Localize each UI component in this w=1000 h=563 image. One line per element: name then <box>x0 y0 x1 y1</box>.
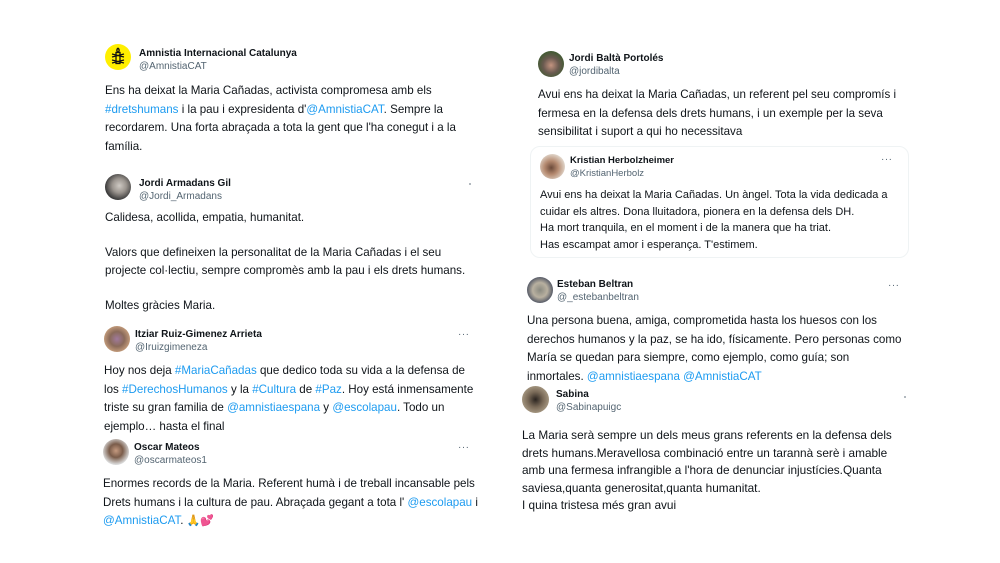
more-options-icon[interactable]: ··· <box>881 154 893 165</box>
avatar[interactable] <box>103 439 129 465</box>
avatar[interactable] <box>527 277 553 303</box>
author-name[interactable]: Itziar Ruiz-Gimenez Arrieta <box>135 329 262 340</box>
avatar[interactable] <box>538 51 564 77</box>
pray-heart-emoji: 🙏💕 <box>186 514 215 527</box>
more-options-icon[interactable]: ··· <box>458 442 470 453</box>
avatar[interactable] <box>105 44 131 70</box>
author-handle[interactable]: @Jordi_Armadans <box>139 191 222 202</box>
tweet-amnistia[interactable] <box>105 44 485 154</box>
tweet-jordi-armadans[interactable] <box>105 174 485 312</box>
tweet-text: Avui ens ha deixat la Maria Cañadas, un referent pel seu compromís i fermesa en la defensa dels drets humans, i un exemple per la seva sensibilitat i suport a qui ho necessitava <box>538 88 897 138</box>
mention-link[interactable]: @amnistiaespana <box>586 369 680 383</box>
more-options-icon[interactable]: ··· <box>888 280 900 291</box>
tweet-text: Una persona buena, amiga, comprometida hasta los huesos con los derechos humanos y la paz, se ha ido, físicamente. Pero personas como María se quedan para siempre, como ejemplo, como guía; son inmortales. @amnistiaespana @AmnistiaCAT <box>527 314 902 383</box>
mention-link[interactable]: @amnistiaespana <box>227 401 321 414</box>
tweet-itziar[interactable] <box>104 326 484 433</box>
author-name[interactable]: Sabina <box>556 389 589 400</box>
author-name[interactable]: Esteban Beltran <box>557 279 634 290</box>
amnesty-candle-icon <box>105 44 131 70</box>
mention-link[interactable]: @escolapau <box>407 495 473 509</box>
author-handle[interactable]: @AmnistiaCAT <box>139 61 207 72</box>
mention-link[interactable]: @AmnistiaCAT <box>683 369 762 383</box>
author-handle[interactable]: @_estebanbeltran <box>557 292 639 303</box>
hashtag-link[interactable]: #dretshumans <box>105 102 179 116</box>
mention-link[interactable]: @AmnistiaCAT <box>103 514 181 527</box>
hashtag-link[interactable]: #Paz <box>315 382 342 396</box>
tweet-text: Avui ens ha deixat la Maria Cañadas. Un àngel. Tota la vida dedicada a cuidar els altres. Dona lluitadora, pionera en la defensa dels DH. Ha mort tranquila, en el moment i de la manera que ha triat. Has escampat amor i esperança. T'estimem. <box>540 189 888 251</box>
avatar[interactable] <box>540 154 565 179</box>
tweet-text: Hoy nos deja #MariaCañadas que dedico toda su vida a la defensa de los #DerechosHumanos y la #Cultura de #Paz. Hoy está inmensamente triste su gran familia de @amnistiaespana y @escolapau. Todo un ejemplo… hasta el final <box>104 364 474 433</box>
author-handle[interactable]: @KristianHerbolz <box>570 168 645 179</box>
tweet-oscar[interactable] <box>103 439 483 529</box>
tweet-text: La Maria serà sempre un dels meus grans referents en la defensa dels drets humans.Meravellosa combinació entre un tarannà serè i amable amb una fermesa infrangible a l'hora de denunciar injustícies.Quanta saviesa,quanta generositat,quanta humanitat. I quina tristesa més gran avui <box>522 428 892 512</box>
tweet-esteban[interactable] <box>527 277 907 383</box>
tweet-sabina[interactable] <box>522 386 912 511</box>
tweet-text: Enormes records de la Maria. Referent humà i de treball incansable pels Drets humans i la cultura de pau. Abraçada gegant a tota l' @escolapau i @AmnistiaCAT. 🙏💕 <box>103 477 478 527</box>
hashtag-link[interactable]: #MariaCañadas <box>174 364 257 377</box>
quoted-tweet-kristian[interactable] <box>530 146 909 258</box>
avatar[interactable] <box>104 326 130 352</box>
mention-link[interactable]: @escolapau <box>332 401 397 414</box>
author-name[interactable]: Kristian Herbolzheimer <box>570 155 674 166</box>
hashtag-link[interactable]: #DerechosHumanos <box>122 382 228 396</box>
tweet-text: Calidesa, acollida, empatia, humanitat. Valors que defineixen la personalitat de la Maria Cañadas i el seu projecte col·lectiu, sempre compromès amb la pau i els drets humans. Moltes gràcies Maria. <box>105 211 466 312</box>
author-name[interactable]: Jordi Baltà Portolés <box>569 53 664 64</box>
author-name[interactable]: Oscar Mateos <box>134 442 200 453</box>
avatar[interactable] <box>522 386 549 413</box>
author-handle[interactable]: @Sabinapuigc <box>556 402 622 413</box>
more-options-icon[interactable] <box>469 183 471 185</box>
mention-link[interactable]: @AmnistiaCAT <box>306 102 384 116</box>
avatar[interactable] <box>105 174 131 200</box>
author-name[interactable]: Jordi Armadans Gil <box>139 178 231 189</box>
more-options-icon[interactable] <box>904 396 906 398</box>
tweet-text: Ens ha deixat la Maria Cañadas, activista compromesa amb els #dretshumans i la pau i expresidenta d'@AmnistiaCAT. Sempre la recordarem. Una forta abraçada a tota la gent que l'ha conegut i a la família. <box>105 84 456 153</box>
author-handle[interactable]: @jordibalta <box>569 66 620 77</box>
author-name[interactable]: Amnistia Internacional Catalunya <box>139 48 297 59</box>
hashtag-link[interactable]: #Cultura <box>252 382 297 396</box>
tweet-jordi-balta[interactable] <box>538 51 918 136</box>
more-options-icon[interactable]: ··· <box>458 329 470 340</box>
author-handle[interactable]: @oscarmateos1 <box>134 455 207 466</box>
author-handle[interactable]: @Iruizgimeneza <box>135 342 208 353</box>
